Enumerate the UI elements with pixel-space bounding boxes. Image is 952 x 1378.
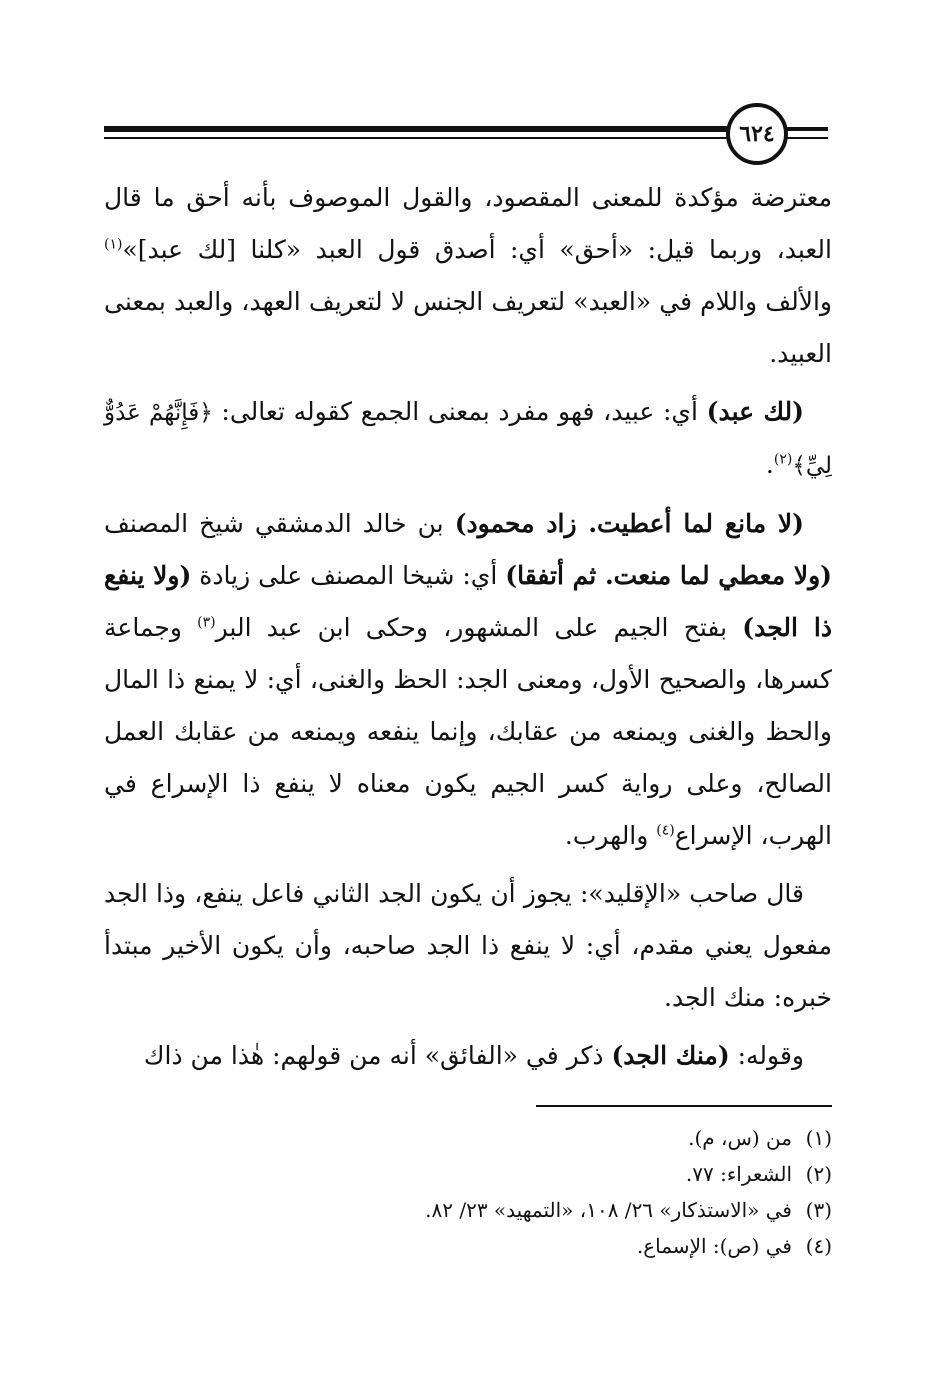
paragraph-4 [104, 868, 832, 1024]
paragraph-text: والهرب. [564, 821, 657, 850]
footnote-number: (٤) [805, 1234, 832, 1258]
footnote-ref: (٤) [656, 822, 675, 839]
footnote-text: في «الاستذكار» ٢٦/ ١٠٨، «التمهيد» ٢٣/ ٨٢. [425, 1198, 792, 1222]
paragraph-text: وجماعة كسرها، والصحيح الأول، ومعنى الجد: الحظ والغنى، أي: لا يمنع ذا المال والحظ والغنى ويمنعه من عقابك، وإنما ينفعه ويمنعه من عقابك العمل الصالح، وعلى رواية كسر الجيم يكون معناه لا ينفع ذا الإسراع في الهرب، الإسراع [104, 613, 832, 850]
header-rule-right-thin [784, 137, 828, 139]
paragraph-text: والألف واللام في «العبد» لتعريف الجنس لا لتعريف العهد، والعبد بمعنى العبيد. [104, 287, 832, 368]
paragraph-3 [104, 498, 832, 862]
footnote-ref: (٢) [773, 451, 793, 468]
paragraph-text: أي: عبيد، فهو مفرد بمعنى الجمع كقوله تعالى: [212, 397, 707, 426]
footnotes [330, 1120, 832, 1264]
footnote [330, 1228, 832, 1264]
paragraph-2 [104, 386, 832, 492]
paragraph-text: أي: شيخا المصنف على زيادة [191, 561, 506, 590]
footnote-text: في (ص): الإسماع. [636, 1234, 792, 1258]
header-rule-thick [104, 126, 734, 132]
footnote-text: من (س، م). [688, 1126, 792, 1150]
footnote [330, 1120, 832, 1156]
header-rule-thin [104, 137, 734, 139]
footnote-ref: (٣) [197, 614, 216, 631]
bold-term: (لك عبد) [706, 397, 804, 426]
bold-term: (منك الجد) [611, 1041, 730, 1070]
footnote [330, 1192, 832, 1228]
footnote-ref: (١) [104, 236, 123, 253]
main-text [104, 172, 832, 1088]
paragraph-text: وقوله: [729, 1041, 804, 1070]
paragraph-text: معترضة مؤكدة للمعنى المقصود، والقول الموصوف بأنه أحق ما قال العبد، وربما قيل: «أحق» أي: أصدق قول العبد «كلنا [لك عبد]» [104, 183, 832, 264]
paragraph-text: . [765, 450, 774, 479]
page-number: ٦٢٤ [726, 103, 788, 165]
paragraph-text: قال صاحب «الإقليد»: يجوز أن يكون الجد الثاني فاعل ينفع، وذا الجد مفعول يعني مقدم، أي: لا ينفع ذا الجد صاحبه، وأن يكون الأخير مبتدأ خبره: منك الجد. [104, 879, 832, 1012]
paragraph-text: بن خالد الدمشقي شيخ المصنف [104, 509, 455, 538]
footnote-separator [536, 1105, 832, 1107]
footnote-text: الشعراء: ٧٧. [685, 1162, 792, 1186]
footnote-number: (٢) [805, 1162, 832, 1186]
footnote-number: (٣) [805, 1198, 832, 1222]
paragraph-text: بفتح الجيم على المشهور، وحكى ابن عبد البر [215, 613, 743, 642]
paragraph-5 [104, 1030, 832, 1082]
header-rule-right-thick [784, 127, 828, 131]
paragraph-1 [104, 172, 832, 380]
bold-term: (ولا ينفع ذا الجد) [104, 561, 832, 642]
bold-term: (لا مانع لما أعطيت. زاد محمود) [454, 509, 804, 538]
footnote-number: (١) [805, 1126, 832, 1150]
bold-term: (ولا معطي لما منعت. ثم أتفقا) [505, 561, 832, 590]
footnote [330, 1156, 832, 1192]
quran-verse: ﴿فَإِنَّهُمْ عَدُوٌّ لِيِّ﴾ [104, 400, 832, 479]
paragraph-text: ذكر في «الفائق» أنه من قولهم: هٰذا من ذاك [143, 1041, 612, 1070]
